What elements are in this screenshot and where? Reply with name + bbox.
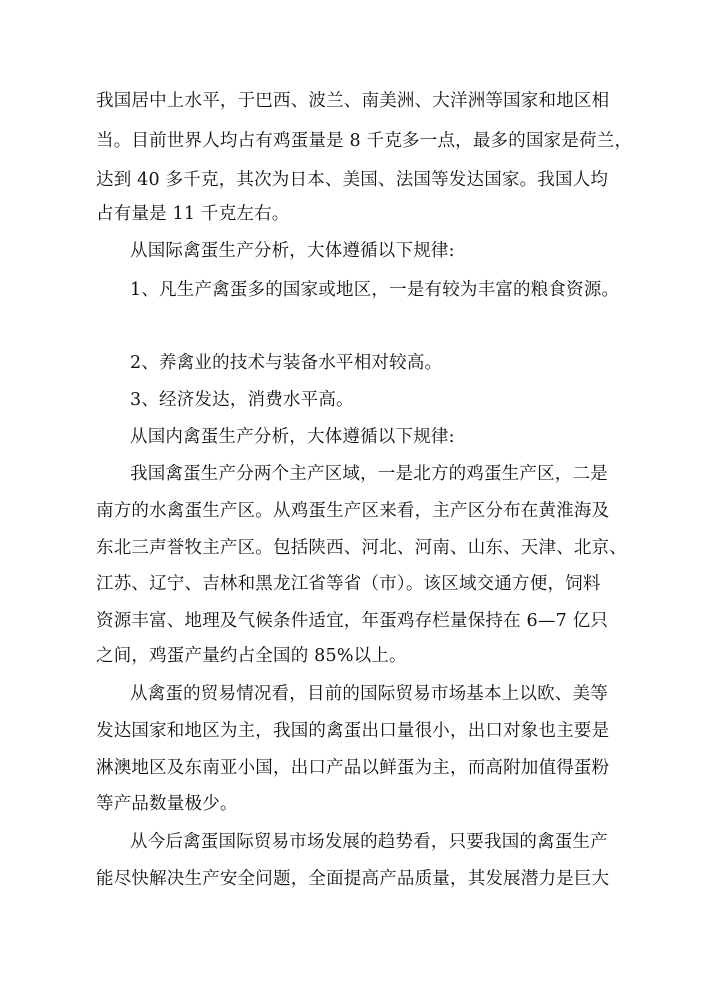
text-line-21: 能尽快解决生产安全问题，全面提高产品质量，其发展潜力是巨大 <box>96 869 610 889</box>
text-line-5: 从国际禽蛋生产分析，大体遵循以下规律: <box>130 241 455 261</box>
text-line-15: 之间，鸡蛋产量约占全国的 85%以上。 <box>96 646 407 666</box>
text-line-13: 江苏、辽宁、吉林和黑龙江省等省（市）。该区域交通方便，饲料 <box>96 574 601 594</box>
text-line-3: 达到 40 多千克，其次为日本、美国、法国等发达国家。我国人均 <box>96 170 609 190</box>
text-line-1: 我国居中上水平，于巴西、波兰、南美洲、大洋洲等国家和地区相 <box>96 91 610 111</box>
text-line-12: 东北三声誉牧主产区。包括陕西、河北、河南、山东、天津、北京、 <box>96 538 627 558</box>
text-line-16: 从禽蛋的贸易情况看，目前的国际贸易市场基本上以欧、美等 <box>130 684 608 704</box>
text-line-9: 从国内禽蛋生产分析，大体遵循以下规律: <box>130 427 455 447</box>
text-line-18: 淋澳地区及东南亚小国，出口产品以鲜蛋为主，而高附加值得蛋粉 <box>96 758 610 778</box>
text-line-10: 我国禽蛋生产分两个主产区域，一是北方的鸡蛋生产区，二是 <box>130 464 608 484</box>
text-line-8: 3、经济发达，消费水平高。 <box>130 390 354 410</box>
text-line-7: 2、养禽业的技术与装备水平相对较高。 <box>130 353 443 373</box>
text-line-11: 南方的水禽蛋生产区。从鸡蛋生产区来看，主产区分布在黄淮海及 <box>96 501 610 521</box>
text-line-4: 占有量是 11 千克左右。 <box>96 204 290 224</box>
text-line-6: 1、凡生产禽蛋多的国家或地区，一是有较为丰富的粮食资源。 <box>130 280 620 300</box>
text-line-20: 从今后禽蛋国际贸易市场发展的趋势看，只要我国的禽蛋生产 <box>130 832 608 852</box>
text-line-19: 等产品数量极少。 <box>96 794 238 814</box>
text-line-14: 资源丰富、地理及气候条件适宜，年蛋鸡存栏量保持在 6—7 亿只 <box>96 611 609 631</box>
text-line-2: 当。目前世界人均占有鸡蛋量是 8 千克多一点，最多的国家是荷兰， <box>96 131 633 151</box>
text-line-17: 发达国家和地区为主，我国的禽蛋出口量很小，出口对象也主要是 <box>96 721 610 741</box>
